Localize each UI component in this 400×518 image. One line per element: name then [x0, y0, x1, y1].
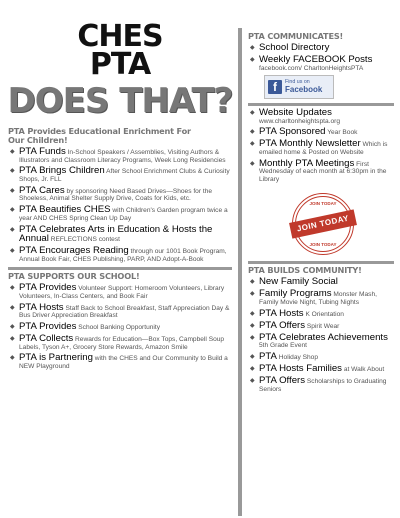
- section-rule: [8, 267, 232, 270]
- column-divider: [238, 28, 242, 516]
- list-item: [8, 147, 232, 164]
- community-list: [248, 277, 394, 393]
- item-desc: Scholarships to Graduating Seniors: [259, 378, 387, 393]
- title-line-1: CHES: [77, 19, 163, 54]
- item-desc: Monster Mash, Family Movie Night, Tubing Nights: [259, 291, 377, 306]
- item-title: School Directory: [259, 42, 330, 53]
- item-title: Weekly FACEBOOK Posts: [259, 54, 373, 66]
- bullet-icon: ◆: [250, 291, 255, 298]
- item-desc: K Orientation: [305, 310, 344, 318]
- bullet-icon: ◆: [10, 207, 15, 214]
- item-title: Website Updates: [259, 106, 332, 118]
- item-title: PTA Encourages Reading: [19, 245, 129, 257]
- bullet-icon: ◆: [10, 248, 15, 255]
- communicates-list: [248, 43, 394, 72]
- section-rule: [248, 103, 394, 106]
- bullet-icon: ◆: [10, 355, 15, 362]
- communicates-list-2: [248, 108, 394, 183]
- bullet-icon: ◆: [250, 334, 255, 341]
- item-title: PTA Celebrates Arts in Education & Hosts the Annual: [19, 223, 213, 245]
- list-item: [248, 289, 394, 306]
- list-item: [248, 127, 394, 137]
- bullet-icon: ◆: [250, 45, 255, 51]
- item-desc: through our 1001 Book Program, Annual Book Fair, CHES Publishing, PARP, AND Adopt-A-Book: [19, 248, 227, 263]
- bullet-icon: ◆: [250, 366, 255, 373]
- bullet-icon: ◆: [250, 141, 255, 148]
- item-desc: www.charltonheightspta.org: [259, 117, 341, 125]
- bullet-icon: ◆: [10, 149, 15, 155]
- title-line-2: PTA: [89, 47, 151, 82]
- item-desc: After School Enrichment Clubs & Curiosity Shops, Jr. FLL: [19, 168, 230, 183]
- list-item: [248, 309, 394, 319]
- list-item: [8, 303, 232, 320]
- facebook-icon: f: [268, 80, 282, 94]
- bullet-icon: ◆: [10, 285, 15, 292]
- item-desc: School Banking Opportunity: [78, 323, 161, 331]
- item-desc: REFLECTIONS contest: [50, 236, 120, 244]
- bullet-icon: ◆: [10, 168, 15, 175]
- item-title: PTA Provides: [19, 320, 77, 332]
- bullet-icon: ◆: [10, 226, 15, 233]
- supports-list: [8, 283, 232, 370]
- item-desc: Staff Back to School Breakfast, Staff Appreciation Day & Bus Driver Appreciation Breakfast: [19, 304, 230, 320]
- item-desc: with the CHES and Our Community to Build a NEW Playground: [19, 355, 228, 370]
- item-title: PTA is Partnering: [19, 352, 93, 364]
- item-title: PTA Monthly Newsletter: [259, 138, 361, 150]
- bullet-icon: ◆: [10, 304, 15, 311]
- item-desc: Rewards for Education—Box Tops, Campbell Soup Labels, Tyson A+, Grocery Store Rewards, Amazon Smile: [19, 336, 225, 351]
- list-item: [248, 364, 394, 374]
- list-item: [8, 283, 232, 300]
- item-title: PTA Funds: [19, 146, 66, 157]
- community-heading: PTA BUILDS COMMUNITY!: [248, 265, 362, 276]
- list-item: [8, 205, 232, 222]
- list-item: [8, 166, 232, 183]
- list-item: [8, 334, 232, 351]
- list-item: [8, 322, 232, 332]
- enrichment-list: [8, 147, 232, 263]
- list-item: [248, 321, 394, 331]
- item-title: PTA Brings Children: [19, 165, 105, 177]
- title-line-3: DOES THAT?: [7, 81, 233, 121]
- stamp-top-text: JOIN TODAY: [309, 201, 337, 207]
- item-title: PTA Celebrates Achievements: [259, 331, 388, 343]
- list-item: [248, 333, 394, 350]
- list-item: [248, 376, 394, 393]
- item-title: PTA Collects: [19, 333, 74, 345]
- item-title: New Family Social: [259, 276, 338, 288]
- bullet-icon: ◆: [10, 187, 15, 194]
- item-desc: Which is emailed home & Posted on Website: [259, 141, 388, 157]
- facebook-badge[interactable]: [264, 75, 334, 99]
- bullet-icon: ◆: [10, 323, 15, 330]
- list-item: [248, 55, 394, 72]
- facebook-small-text: Find us on: [285, 79, 310, 86]
- item-title: PTA Hosts: [19, 301, 64, 313]
- right-column: [248, 32, 394, 396]
- item-title: PTA Beautifies CHES: [19, 204, 111, 216]
- supports-heading: PTA SUPPORTS OUR SCHOOL!: [8, 271, 140, 282]
- item-title: PTA Sponsored: [259, 126, 326, 138]
- bullet-icon: ◆: [250, 354, 255, 361]
- item-desc: 5th Grade Event: [259, 342, 308, 350]
- facebook-big-text: Facebook: [285, 85, 323, 95]
- list-item: [8, 246, 232, 263]
- item-desc: First Wednesday of each month at 6:30pm in the Library: [259, 160, 387, 183]
- item-desc: with Children's Garden program twice a year AND CHES Spring Clean Up Day: [19, 207, 228, 222]
- bullet-icon: ◆: [250, 279, 255, 286]
- item-title: PTA Provides: [19, 282, 77, 294]
- list-item: [248, 277, 394, 287]
- list-item: [248, 139, 394, 156]
- stamp-band-text: JOIN TODAY: [289, 209, 357, 238]
- bullet-icon: ◆: [10, 336, 15, 343]
- item-title: PTA Offers: [259, 319, 306, 331]
- item-desc: Volunteer Support: Homeroom Volunteers, Library Volunteers, In-Class Centers, and Book Fair: [19, 285, 225, 300]
- item-desc: at Walk About: [343, 366, 385, 374]
- item-desc: Year Book: [327, 129, 358, 137]
- list-item: [8, 353, 232, 370]
- item-title: PTA Offers: [259, 375, 306, 387]
- list-item: [8, 186, 232, 203]
- bullet-icon: ◆: [250, 129, 255, 136]
- list-item: [248, 352, 394, 362]
- item-desc: In-School Speakers / Assemblies, Visiting Authors & Illustrators and Classroom Literacy Programs, Week Long Residencies: [19, 149, 226, 164]
- bullet-icon: ◆: [250, 322, 255, 329]
- item-desc: Holiday Shop: [278, 354, 319, 362]
- item-title: PTA: [259, 351, 277, 363]
- item-desc: facebook.com/ CharltonHeightsPTA: [259, 64, 364, 72]
- item-title: Family Programs: [259, 288, 332, 300]
- join-today-stamp: [292, 193, 354, 255]
- item-desc: Spirit Wear: [306, 322, 340, 330]
- enrichment-heading-line-1: PTA Provides Educational Enrichment For: [8, 126, 191, 136]
- stamp-bottom-text: JOIN TODAY: [309, 242, 337, 248]
- communicates-heading: PTA COMMUNICATES!: [248, 31, 344, 41]
- left-column: [8, 127, 232, 373]
- item-title: PTA Hosts: [259, 307, 304, 319]
- item-title: Monthly PTA Meetings: [259, 157, 355, 169]
- item-desc: by sponsoring Need Based Drives—Shoes for the Shoeless, Animal Shelter Supply Drive, Coats for Kids, etc.: [19, 187, 213, 203]
- bullet-icon: ◆: [250, 57, 255, 64]
- item-title: PTA Hosts Families: [259, 363, 342, 375]
- bullet-icon: ◆: [250, 160, 255, 167]
- bullet-icon: ◆: [250, 109, 255, 116]
- list-item: [248, 108, 394, 125]
- item-title: PTA Cares: [19, 184, 65, 196]
- list-item: [248, 43, 394, 53]
- enrichment-heading: [8, 127, 232, 145]
- enrichment-heading-line-2: Our Children!: [8, 135, 68, 145]
- section-rule: [248, 261, 394, 264]
- list-item: [248, 159, 394, 183]
- bullet-icon: ◆: [250, 378, 255, 385]
- list-item: [8, 225, 232, 244]
- bullet-icon: ◆: [250, 310, 255, 317]
